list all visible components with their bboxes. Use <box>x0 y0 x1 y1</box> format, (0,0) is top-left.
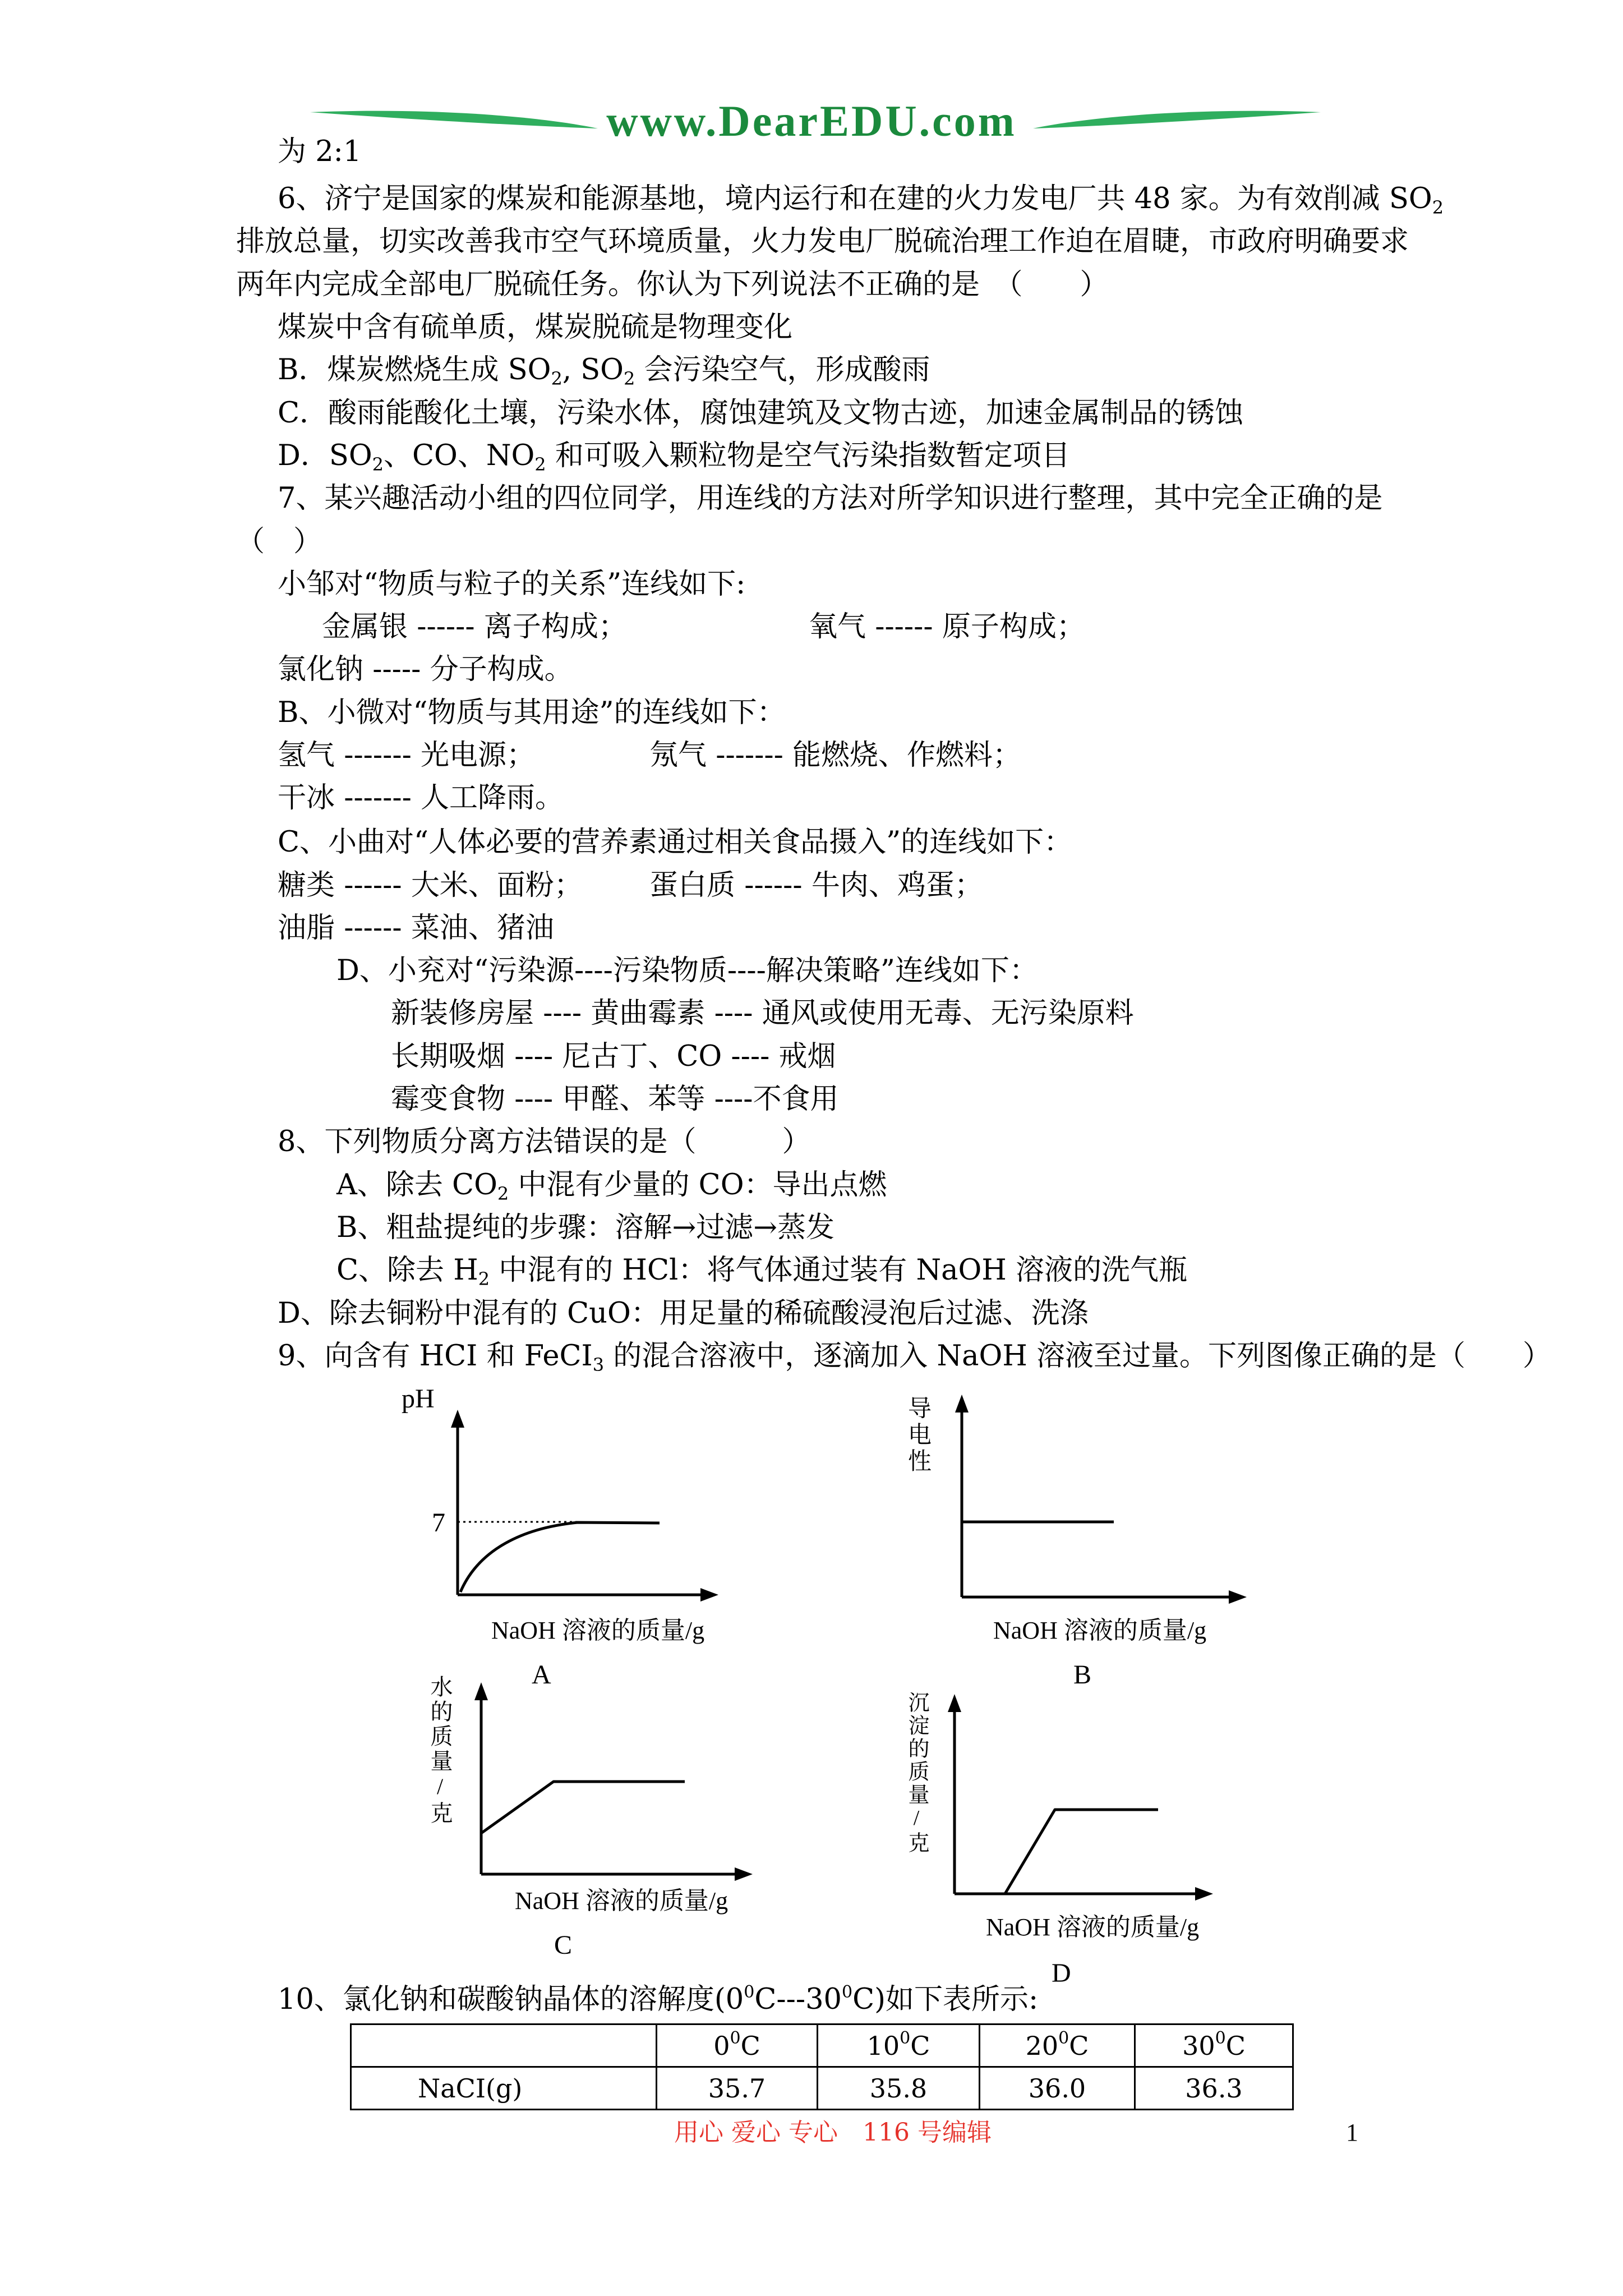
table-cell: 36.3 <box>1135 2067 1293 2110</box>
figure-b-y-axis-arrow <box>955 1395 969 1412</box>
question-7-option-d-row-2: 长期吸烟 ---- 尼古丁、CO ---- 戒烟 <box>391 1040 836 1073</box>
figure-d-x-axis-label: NaOH 溶液的质量/g <box>986 1913 1200 1941</box>
figure-c-x-axis-arrow <box>735 1867 753 1881</box>
table-cell: 35.7 <box>657 2067 818 2110</box>
table-cell: 36.0 <box>980 2067 1135 2110</box>
page-number: 1 <box>1346 2119 1358 2146</box>
question-7-option-b-pair-3: 干冰 ------- 人工降雨。 <box>278 781 564 815</box>
subscript: 2 <box>1432 197 1444 218</box>
table-row-label: NaCI(g) <box>351 2067 657 2110</box>
table-header-cell: $10^0C$ <box>818 2024 980 2067</box>
previous-question-tail: 为 2:1 <box>278 135 362 168</box>
figure-c <box>474 1682 753 1881</box>
subscript: 2 <box>551 368 562 389</box>
figure-c-curve <box>481 1782 685 1833</box>
table-header-cell: $0^0C$ <box>657 2024 818 2067</box>
question-7-option-a-pair-2: 氧气 ------ 原子构成； <box>809 610 1085 643</box>
table-header-cell: $20^0C$ <box>980 2024 1135 2067</box>
question-9-stem <box>278 1335 1551 1378</box>
line-text: C、除去 H <box>336 1254 478 1287</box>
question-7-stem: 7、某兴趣活动小组的四位同学，用连线的方法对所学知识进行整理，其中完全正确的是 <box>278 482 1383 515</box>
line-text: D．SO <box>278 439 372 472</box>
line-text: 中混有少量的 CO：导出点燃 <box>509 1168 887 1202</box>
question-8-option-c <box>336 1249 1187 1292</box>
question-7-option-a-pair-3: 氯化钠 ----- 分子构成。 <box>278 653 573 686</box>
table-cell: 35.8 <box>818 2067 980 2110</box>
line-text: 10、氯化钠和碳酸钠晶体的溶解度(0 <box>278 1983 744 2016</box>
figure-d-y-axis-label: 沉淀的质量/克 <box>905 1691 928 1855</box>
subscript: 2 <box>372 454 384 475</box>
question-7-option-c-pair-1: 糖类 ------ 大米、面粉； <box>278 869 583 902</box>
line-text: 和可吸入颗粒物是空气污染指数暂定项目 <box>546 439 1070 472</box>
question-6-stem-line-3: 两年内完成全部电厂脱硫任务。你认为下列说法不正确的是 （ ） <box>236 268 1109 301</box>
line-text: C)如下表所示: <box>852 1983 1039 2016</box>
figure-c-caption: C <box>554 1930 573 1960</box>
question-7-option-a-heading: 小邹对“物质与粒子的关系”连线如下: <box>278 568 746 601</box>
figure-a-tick-label: 7 <box>432 1508 445 1538</box>
question-7-option-c-pair-2: 蛋白质 ------ 牛肉、鸡蛋； <box>649 869 983 902</box>
line-text: 中混有的 HCl：将气体通过装有 NaOH 溶液的洗气瓶 <box>490 1254 1188 1287</box>
line-text: C---30 <box>754 1983 842 2016</box>
line-text: A、除去 CO <box>336 1168 497 1202</box>
question-6-option-b <box>278 349 930 392</box>
question-7-option-d-heading: D、小兖对“污染源----污染物质----解决策略”连线如下： <box>336 954 1038 987</box>
question-7-option-d-row-1: 新装修房屋 ---- 黄曲霉素 ---- 通风或使用无毒、无污染原料 <box>391 997 1134 1030</box>
figure-c-x-axis-label: NaOH 溶液的质量/g <box>515 1887 728 1915</box>
figure-a <box>451 1410 718 1602</box>
table-header-row <box>351 2024 1293 2067</box>
figure-c-y-axis-label: 水的质量/克 <box>427 1675 453 1826</box>
figure-a-x-axis-label: NaOH 溶液的质量/g <box>491 1617 705 1644</box>
figure-b <box>955 1395 1247 1604</box>
figure-a-caption: A <box>532 1660 551 1690</box>
footer-editor-note: 用心 爱心 专心 116 号编辑 <box>674 2118 992 2147</box>
subscript: 2 <box>534 454 546 475</box>
figure-a-y-axis-label: pH <box>402 1384 435 1414</box>
line-text: B．煤炭燃烧生成 SO <box>278 353 551 386</box>
question-6-stem-line-2: 排放总量，切实改善我市空气环境质量，火力发电厂脱硫治理工作迫在眉睫，市政府明确要求 <box>236 225 1409 258</box>
question-8-option-a <box>336 1164 887 1207</box>
question-8-option-b: B、粗盐提纯的步骤：溶解→过滤→蒸发 <box>336 1211 834 1244</box>
solubility-table <box>350 2023 1294 2110</box>
question-7-option-b-pair-1: 氢气 ------- 光电源； <box>278 739 536 772</box>
figure-a-y-axis-arrow <box>451 1410 464 1428</box>
line-text: 6、济宁是国家的煤炭和能源基地，境内运行和在建的火力发电厂共 48 家。为有效削减 SO <box>278 182 1432 215</box>
question-6-option-c: C．酸雨能酸化土壤，污染水体，腐蚀建筑及文物古迹，加速金属制品的锈蚀 <box>278 397 1244 430</box>
figure-d-y-axis-arrow <box>948 1694 961 1712</box>
table-header-cell: $30^0C$ <box>1135 2024 1293 2067</box>
figure-c-y-axis-arrow <box>474 1682 488 1700</box>
figure-d-x-axis-arrow <box>1195 1887 1213 1901</box>
site-title: www.DearEDU.com <box>606 96 1017 145</box>
figure-d-curve <box>1005 1810 1158 1894</box>
superscript: 0 <box>744 1982 755 2002</box>
line-text: , SO <box>562 353 624 386</box>
line-text: 会污染空气，形成酸雨 <box>635 353 930 386</box>
question-7-option-c-heading: C、小曲对“人体必要的营养素通过相关食品摄入”的连线如下： <box>278 826 1073 859</box>
figure-a-curve <box>460 1522 660 1592</box>
question-7-answer-blank: （ ） <box>236 525 322 558</box>
line-text: 、CO、NO <box>384 439 535 472</box>
subscript: 2 <box>497 1183 509 1204</box>
table-row <box>351 2067 1293 2110</box>
question-7-option-b-heading: B、小微对“物质与其用途”的连线如下： <box>278 696 786 729</box>
figure-b-caption: B <box>1073 1660 1092 1690</box>
question-6-stem-line-1 <box>278 178 1444 220</box>
question-7-option-c-pair-3: 油脂 ------ 菜油、猪油 <box>278 912 554 945</box>
line-text: 的混合溶液中，逐滴加入 NaOH 溶液至过量。下列图像正确的是（ ） <box>604 1340 1552 1373</box>
figure-b-y-axis-label: 导电性 <box>905 1396 930 1475</box>
figure-b-x-axis-arrow <box>1229 1590 1247 1604</box>
figure-d <box>948 1694 1213 1901</box>
question-6-option-a: 煤炭中含有硫单质，煤炭脱硫是物理变化 <box>278 311 793 344</box>
table-corner-cell <box>351 2024 657 2067</box>
figure-d-caption: D <box>1052 1958 1071 1988</box>
line-text: 9、向含有 HCI 和 FeCI <box>278 1340 593 1373</box>
question-6-option-d <box>278 435 1070 477</box>
question-7-option-a-pair-1: 金属银 ------ 离子构成； <box>322 610 627 643</box>
figure-a-x-axis-arrow <box>700 1588 718 1602</box>
question-7-option-d-row-3: 霉变食物 ---- 甲醛、苯等 ----不食用 <box>391 1083 839 1116</box>
question-8-stem: 8、下列物质分离方法错误的是（ ） <box>278 1125 811 1158</box>
figure-b-x-axis-label: NaOH 溶液的质量/g <box>993 1617 1207 1644</box>
question-7-option-b-pair-2: 氖气 ------- 能燃烧、作燃料； <box>649 739 1022 772</box>
subscript: 2 <box>623 368 635 389</box>
subscript: 2 <box>478 1268 490 1290</box>
question-10-stem <box>278 1978 1038 2021</box>
superscript: 0 <box>841 1982 853 2002</box>
question-8-option-d: D、除去铜粉中混有的 CuO：用足量的稀硫酸浸泡后过滤、洗涤 <box>278 1297 1089 1330</box>
subscript: 3 <box>592 1354 605 1375</box>
